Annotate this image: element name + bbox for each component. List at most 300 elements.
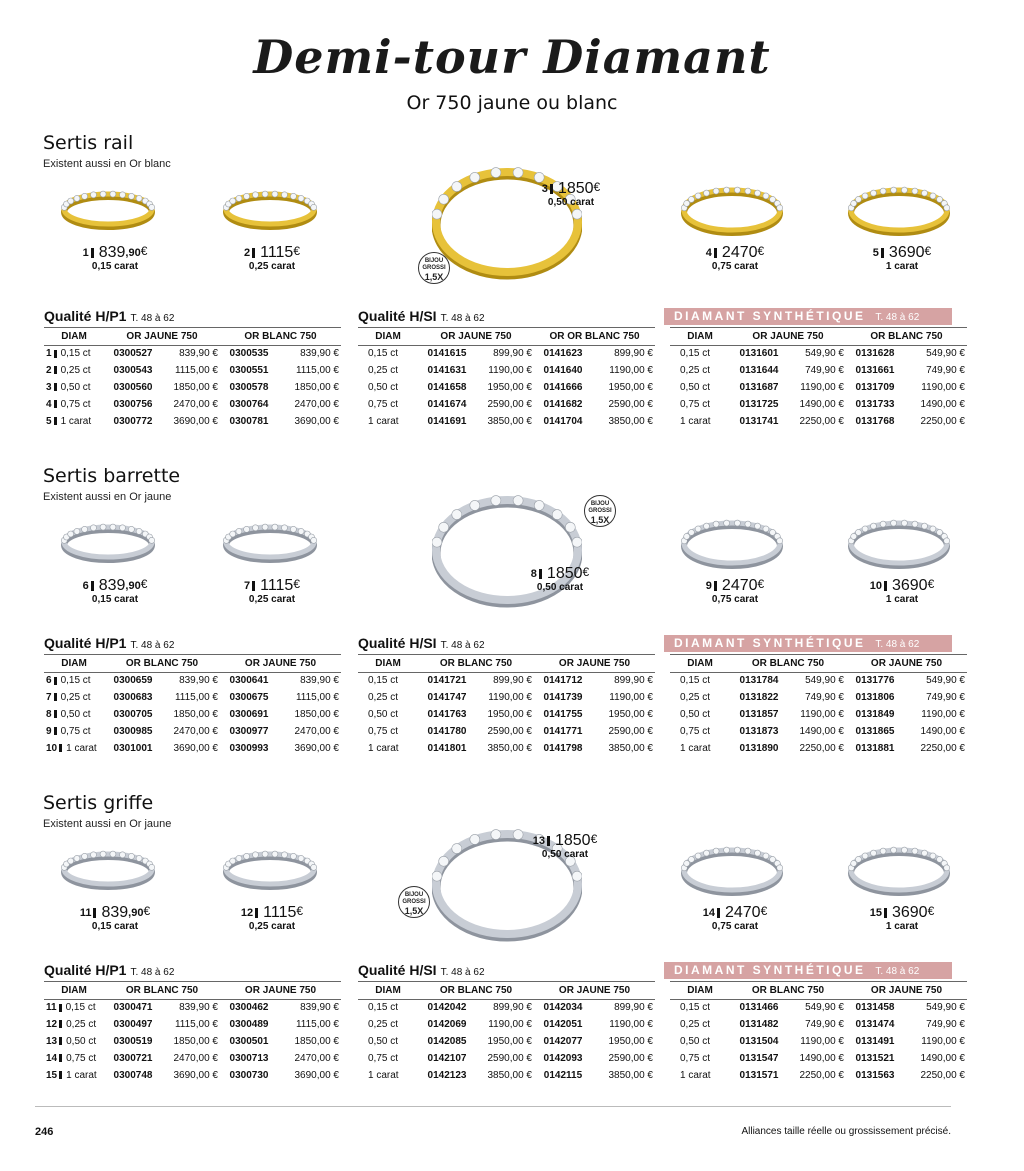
diam-cell bbox=[670, 396, 730, 413]
price-cell: 1190,00 € bbox=[921, 382, 965, 393]
diam-cell bbox=[358, 999, 418, 1016]
badge-zoom: 1,5X bbox=[424, 272, 444, 282]
table-row bbox=[44, 689, 341, 706]
diam-cell bbox=[358, 1033, 418, 1050]
diamond-stone bbox=[688, 529, 694, 535]
diamond-stone bbox=[777, 205, 783, 211]
ring-image bbox=[222, 517, 318, 567]
ref-cell: 0131521 bbox=[855, 1053, 895, 1064]
column-header: OR BLANC 750 bbox=[104, 982, 220, 999]
ref-cell: 0131687 bbox=[739, 382, 779, 393]
price-cell: 899,90 € bbox=[614, 1002, 653, 1014]
diam-value: 0,25 ct bbox=[368, 1019, 399, 1030]
diamond-stone bbox=[855, 529, 861, 535]
table-size-range: T. 48 à 62 bbox=[130, 640, 175, 651]
bar-mark bbox=[54, 366, 57, 374]
price-decimals: ,90 bbox=[125, 579, 141, 592]
ring-image bbox=[847, 840, 951, 900]
diamond-stone bbox=[912, 521, 918, 527]
diamond-stone bbox=[282, 852, 288, 858]
item-number: 10 bbox=[46, 743, 58, 754]
diam-cell bbox=[358, 345, 418, 362]
price-tag bbox=[680, 904, 790, 932]
diam-cell bbox=[670, 672, 730, 689]
column-header-row bbox=[358, 982, 655, 999]
ref-cell: 0131601 bbox=[739, 348, 779, 360]
price-cell: 2250,00 € bbox=[920, 1070, 965, 1081]
ref-cell: 0131571 bbox=[739, 1070, 779, 1081]
diamond-stone bbox=[695, 193, 701, 199]
carat-label: 0,25 carat bbox=[248, 594, 296, 605]
ref-cell: 0141631 bbox=[427, 365, 467, 376]
quality-table bbox=[44, 635, 341, 757]
badge-zoom: 1,5X bbox=[590, 515, 610, 525]
ring-image bbox=[847, 513, 951, 573]
table-row bbox=[358, 1067, 655, 1084]
ref-cell: 0141623 bbox=[543, 348, 583, 360]
diam-value: 0,75 ct bbox=[680, 726, 711, 737]
table-row bbox=[358, 740, 655, 757]
diamond-stone bbox=[136, 195, 142, 201]
diam-value: 0,25 ct bbox=[680, 1019, 711, 1030]
diamond-stone bbox=[755, 850, 761, 856]
bar-mark bbox=[252, 248, 255, 258]
diam-cell bbox=[670, 1067, 730, 1084]
bar-mark bbox=[59, 1037, 62, 1045]
price-tag bbox=[847, 577, 957, 605]
diamond-stone bbox=[311, 864, 317, 870]
ref-cell: 0300713 bbox=[229, 1053, 269, 1064]
ring-image bbox=[680, 513, 784, 573]
ring-picture bbox=[60, 844, 156, 894]
diam-value: 1 carat bbox=[680, 1070, 711, 1081]
ref-cell: 0141763 bbox=[427, 709, 467, 720]
diamond-stone bbox=[244, 853, 250, 859]
ring-image bbox=[680, 180, 784, 240]
bar-mark bbox=[59, 1054, 62, 1062]
price-line bbox=[526, 180, 616, 198]
price-cell: 2590,00 € bbox=[487, 1053, 532, 1064]
diamond-stone bbox=[944, 205, 950, 211]
diam-value: 0,50 ct bbox=[60, 382, 91, 393]
diamond-stone bbox=[745, 848, 751, 854]
item-number: 15 bbox=[46, 1070, 58, 1081]
item-number: 12 bbox=[240, 906, 254, 919]
column-header-row bbox=[670, 328, 967, 345]
diamond-stone bbox=[100, 851, 106, 857]
table-size-range: T. 48 à 62 bbox=[440, 640, 485, 651]
ref-cell: 0131725 bbox=[739, 399, 779, 410]
badge-line: BIJOU bbox=[404, 892, 424, 898]
ref-cell: 0131806 bbox=[855, 692, 895, 703]
diam-cell bbox=[44, 345, 104, 362]
diamond-stone bbox=[944, 538, 950, 544]
diam-value: 0,75 ct bbox=[680, 399, 711, 410]
table-row bbox=[670, 1050, 967, 1067]
price-cell: 2590,00 € bbox=[487, 399, 532, 410]
price-cell: 3690,00 € bbox=[173, 1070, 218, 1081]
table-row bbox=[670, 379, 967, 396]
price-cell: 3850,00 € bbox=[608, 1070, 653, 1081]
diamond-stone bbox=[128, 193, 134, 199]
bar-mark bbox=[93, 908, 96, 918]
diamond-stone bbox=[734, 847, 740, 853]
bar-mark bbox=[547, 836, 550, 846]
diamond-stone bbox=[253, 192, 259, 198]
item-number: 8 bbox=[46, 709, 52, 720]
ref-cell: 0131890 bbox=[739, 743, 779, 754]
diamond-stone bbox=[534, 500, 544, 510]
ref-cell: 0141801 bbox=[427, 743, 467, 754]
diamond-stone bbox=[100, 524, 106, 530]
ref-cell: 0300543 bbox=[113, 365, 153, 376]
price-main: 1850 bbox=[557, 180, 594, 197]
carat-label: 0,50 carat bbox=[547, 197, 595, 208]
ring-picture bbox=[60, 184, 156, 234]
table-row bbox=[44, 740, 341, 757]
badge-line: GROSSI bbox=[588, 508, 612, 514]
diamond-stone bbox=[763, 853, 769, 859]
ring-picture bbox=[847, 513, 951, 573]
diamond-stone bbox=[244, 526, 250, 532]
diam-cell bbox=[670, 723, 730, 740]
price-cell: 1490,00 € bbox=[920, 399, 965, 410]
item-number: 10 bbox=[869, 579, 882, 592]
table-row bbox=[44, 1050, 341, 1067]
diamond-stone bbox=[944, 865, 950, 871]
price-line bbox=[222, 577, 322, 595]
ref-cell: 0131563 bbox=[855, 1070, 895, 1081]
badge-line: BIJOU bbox=[424, 258, 444, 264]
diam-value: 0,15 ct bbox=[680, 348, 711, 360]
price-cell: 1115,00 € bbox=[295, 1019, 339, 1030]
diamond-stone bbox=[871, 523, 877, 529]
price-cell: 1850,00 € bbox=[294, 709, 339, 720]
price-cell: 1850,00 € bbox=[173, 1036, 218, 1047]
currency-symbol: € bbox=[757, 577, 765, 591]
price-cell: 549,90 € bbox=[926, 1002, 965, 1014]
diam-value: 0,15 ct bbox=[60, 348, 91, 360]
price-cell: 3690,00 € bbox=[294, 416, 339, 427]
diamond-stone bbox=[149, 537, 155, 543]
carat-label: 0,75 carat bbox=[711, 261, 759, 272]
item-number: 13 bbox=[46, 1036, 58, 1047]
diamond-stone bbox=[745, 188, 751, 194]
item-number: 2 bbox=[46, 365, 52, 376]
price-cell: 2470,00 € bbox=[173, 1053, 218, 1064]
bar-mark bbox=[54, 677, 57, 685]
diamond-stone bbox=[82, 526, 88, 532]
table-heading bbox=[358, 308, 485, 324]
currency-symbol: € bbox=[140, 244, 148, 258]
ref-cell: 0300497 bbox=[113, 1019, 153, 1030]
table-row bbox=[358, 413, 655, 430]
diamond-stone bbox=[272, 851, 278, 857]
diam-value: 0,25 ct bbox=[680, 692, 711, 703]
price-cell: 1115,00 € bbox=[174, 365, 218, 376]
diamond-stone bbox=[432, 871, 442, 881]
bar-mark bbox=[252, 581, 255, 591]
ref-cell: 0300730 bbox=[229, 1070, 269, 1081]
price-cell: 1190,00 € bbox=[921, 1036, 965, 1047]
price-tag bbox=[847, 244, 957, 272]
price-main: 1115 bbox=[260, 577, 294, 594]
diamond-stone bbox=[922, 190, 928, 196]
ref-cell: 0300781 bbox=[229, 416, 269, 427]
diamond-stone bbox=[439, 856, 449, 866]
ref-cell: 0141780 bbox=[427, 726, 467, 737]
column-header-row bbox=[44, 982, 341, 999]
section-subtitle: Existent aussi en Or jaune bbox=[43, 818, 172, 830]
ref-cell: 0131628 bbox=[855, 348, 895, 360]
bar-mark bbox=[884, 908, 887, 918]
ring-picture bbox=[222, 184, 318, 234]
bar-mark bbox=[54, 383, 57, 391]
price-main: 2470 bbox=[721, 244, 758, 261]
section-title: Sertis griffe bbox=[43, 792, 154, 814]
diam-value: 0,15 ct bbox=[368, 675, 399, 687]
ref-cell: 0131482 bbox=[739, 1019, 779, 1030]
diam-value: 0,15 ct bbox=[680, 675, 711, 687]
ref-cell: 0300772 bbox=[113, 416, 153, 427]
diamond-stone bbox=[91, 192, 97, 198]
column-header-row bbox=[44, 328, 341, 345]
table-header bbox=[358, 635, 655, 655]
ref-cell: 0141674 bbox=[427, 399, 467, 410]
diamond-stone bbox=[91, 852, 97, 858]
diam-value: 0,15 ct bbox=[680, 1002, 711, 1014]
table-size-range: T. 48 à 62 bbox=[440, 967, 485, 978]
diamond-stone bbox=[68, 531, 74, 537]
diamond-stone bbox=[432, 537, 442, 547]
ref-cell: 0300721 bbox=[113, 1053, 153, 1064]
column-header: OR JAUNE 750 bbox=[534, 982, 655, 999]
diamond-stone bbox=[688, 196, 694, 202]
ring-picture bbox=[680, 840, 784, 900]
column-header: DIAM bbox=[358, 655, 418, 672]
table-heading bbox=[44, 635, 174, 651]
diamond-stone bbox=[311, 537, 317, 543]
diamond-stone bbox=[282, 525, 288, 531]
diamond-stone bbox=[262, 851, 268, 857]
ref-cell: 0141666 bbox=[543, 382, 583, 393]
column-header: DIAM bbox=[670, 982, 730, 999]
price-cell: 549,90 € bbox=[805, 348, 844, 360]
section-subtitle: Existent aussi en Or blanc bbox=[43, 158, 171, 170]
item-number: 7 bbox=[243, 579, 251, 592]
ref-cell: 0141712 bbox=[543, 675, 583, 687]
carat-label: 0,15 carat bbox=[91, 594, 139, 605]
bar-mark bbox=[54, 400, 57, 408]
column-header-row bbox=[670, 982, 967, 999]
price-cell: 749,90 € bbox=[926, 692, 965, 703]
diam-value: 1 carat bbox=[368, 1070, 399, 1081]
diamond-stone bbox=[572, 871, 582, 881]
table-row bbox=[670, 723, 967, 740]
price-line bbox=[60, 577, 170, 595]
table-size-range: T. 48 à 62 bbox=[875, 966, 920, 977]
ref-cell: 0131849 bbox=[855, 709, 895, 720]
quality-table bbox=[670, 962, 967, 1084]
diam-cell bbox=[44, 1067, 104, 1084]
diamond-stone bbox=[901, 520, 907, 526]
price-line bbox=[60, 904, 170, 922]
ref-cell: 0141739 bbox=[543, 692, 583, 703]
table-row bbox=[44, 345, 341, 362]
table-header bbox=[358, 962, 655, 982]
diam-value: 0,15 ct bbox=[60, 675, 91, 687]
table-row bbox=[670, 672, 967, 689]
price-cell: 839,90 € bbox=[179, 675, 218, 687]
ref-cell: 0142085 bbox=[427, 1036, 467, 1047]
table-header bbox=[44, 635, 341, 655]
section-subtitle: Existent aussi en Or jaune bbox=[43, 491, 172, 503]
column-header: OR JAUNE 750 bbox=[220, 982, 341, 999]
diam-cell bbox=[44, 706, 104, 723]
diamond-stone bbox=[572, 209, 582, 219]
ref-cell: 0300659 bbox=[113, 675, 153, 687]
table-row bbox=[670, 740, 967, 757]
ref-cell: 0300462 bbox=[229, 1002, 269, 1014]
price-cell: 2590,00 € bbox=[608, 399, 653, 410]
table-row bbox=[358, 396, 655, 413]
diam-cell bbox=[44, 1016, 104, 1033]
table-row bbox=[358, 999, 655, 1016]
diamond-stone bbox=[763, 526, 769, 532]
ref-cell: 0131644 bbox=[739, 365, 779, 376]
ref-cell: 0131873 bbox=[739, 726, 779, 737]
price-cell: 2590,00 € bbox=[608, 726, 653, 737]
price-cell: 2470,00 € bbox=[294, 399, 339, 410]
column-header: OR JAUNE 750 bbox=[846, 982, 967, 999]
table-row bbox=[44, 413, 341, 430]
price-main: 1115 bbox=[263, 904, 297, 921]
diamond-stone bbox=[311, 204, 317, 210]
diam-value: 1 carat bbox=[368, 416, 399, 427]
ref-cell: 0300675 bbox=[229, 692, 269, 703]
diam-value: 0,50 ct bbox=[66, 1036, 97, 1047]
price-cell: 1950,00 € bbox=[487, 1036, 532, 1047]
price-cell: 749,90 € bbox=[926, 365, 965, 376]
carat-label: 0,15 carat bbox=[91, 261, 139, 272]
ref-cell: 0300501 bbox=[229, 1036, 269, 1047]
diamond-stone bbox=[777, 865, 783, 871]
diamond-stone bbox=[862, 853, 868, 859]
price-table bbox=[670, 982, 967, 1084]
ring-picture bbox=[847, 840, 951, 900]
ref-cell: 0141771 bbox=[543, 726, 583, 737]
carat-label: 0,15 carat bbox=[91, 921, 139, 932]
price-cell: 2470,00 € bbox=[294, 1053, 339, 1064]
bar-mark bbox=[881, 248, 884, 258]
ref-cell: 0142123 bbox=[427, 1070, 467, 1081]
diamond-stone bbox=[230, 531, 236, 537]
price-tag bbox=[680, 244, 790, 272]
column-header: DIAM bbox=[44, 655, 104, 672]
diam-value: 0,50 ct bbox=[368, 709, 399, 720]
diamond-stone bbox=[930, 853, 936, 859]
table-size-range: T. 48 à 62 bbox=[875, 639, 920, 650]
diamond-stone bbox=[880, 521, 886, 527]
column-header: OR BLANC 750 bbox=[730, 655, 846, 672]
diam-value: 1 carat bbox=[680, 416, 711, 427]
diam-cell bbox=[44, 1050, 104, 1067]
price-cell: 1850,00 € bbox=[294, 382, 339, 393]
diamond-stone bbox=[272, 524, 278, 530]
ref-cell: 0131709 bbox=[855, 382, 895, 393]
carat-label: 0,75 carat bbox=[711, 921, 759, 932]
price-cell: 1950,00 € bbox=[487, 382, 532, 393]
diam-cell bbox=[358, 362, 418, 379]
ref-cell: 0131865 bbox=[855, 726, 895, 737]
table-row bbox=[358, 1050, 655, 1067]
diam-cell bbox=[358, 1016, 418, 1033]
currency-symbol: € bbox=[143, 904, 151, 918]
quality-table bbox=[358, 962, 655, 1084]
diamond-stone bbox=[149, 204, 155, 210]
item-number: 1 bbox=[82, 246, 89, 259]
price-cell: 1190,00 € bbox=[609, 1019, 653, 1030]
price-table bbox=[44, 982, 341, 1084]
diam-cell bbox=[670, 740, 730, 757]
diamond-stone bbox=[136, 855, 142, 861]
section-title: Sertis rail bbox=[43, 132, 134, 154]
diamond-stone bbox=[452, 182, 462, 192]
table-size-range: T. 48 à 62 bbox=[875, 312, 920, 323]
diam-value: 0,25 ct bbox=[368, 692, 399, 703]
diamond-stone bbox=[82, 853, 88, 859]
table-row bbox=[44, 362, 341, 379]
price-cell: 1950,00 € bbox=[487, 709, 532, 720]
diamond-stone bbox=[912, 188, 918, 194]
ref-cell: 0142107 bbox=[427, 1053, 467, 1064]
price-cell: 1950,00 € bbox=[608, 1036, 653, 1047]
bar-mark bbox=[91, 581, 94, 591]
diam-cell bbox=[358, 672, 418, 689]
diamond-stone bbox=[755, 190, 761, 196]
carat-label: 0,25 carat bbox=[248, 921, 296, 932]
price-line bbox=[520, 832, 610, 850]
ref-cell: 0300993 bbox=[229, 743, 269, 754]
table-row bbox=[670, 396, 967, 413]
column-header: OR JAUNE 750 bbox=[220, 655, 341, 672]
diam-cell bbox=[44, 379, 104, 396]
table-row bbox=[358, 362, 655, 379]
ref-cell: 0300705 bbox=[113, 709, 153, 720]
column-header: OR BLANC 750 bbox=[418, 655, 534, 672]
ring-picture bbox=[222, 517, 318, 567]
diamond-stone bbox=[110, 851, 116, 857]
magnified-badge bbox=[418, 252, 450, 284]
column-header: OR BLANC 750 bbox=[104, 655, 220, 672]
diamond-stone bbox=[74, 528, 80, 534]
price-table bbox=[358, 328, 655, 430]
diam-value: 0,75 ct bbox=[60, 726, 91, 737]
carat-label: 0,50 carat bbox=[541, 849, 589, 860]
diamond-stone bbox=[290, 193, 296, 199]
item-number: 6 bbox=[82, 579, 89, 592]
table-row bbox=[670, 1033, 967, 1050]
diamond-stone bbox=[298, 195, 304, 201]
diamond-stone bbox=[128, 853, 134, 859]
price-cell: 839,90 € bbox=[179, 1002, 218, 1014]
price-cell: 899,90 € bbox=[493, 675, 532, 687]
ring-image bbox=[222, 844, 318, 894]
bar-mark bbox=[255, 908, 258, 918]
ref-cell: 0142069 bbox=[427, 1019, 467, 1030]
price-tag bbox=[520, 832, 610, 860]
price-table bbox=[358, 655, 655, 757]
